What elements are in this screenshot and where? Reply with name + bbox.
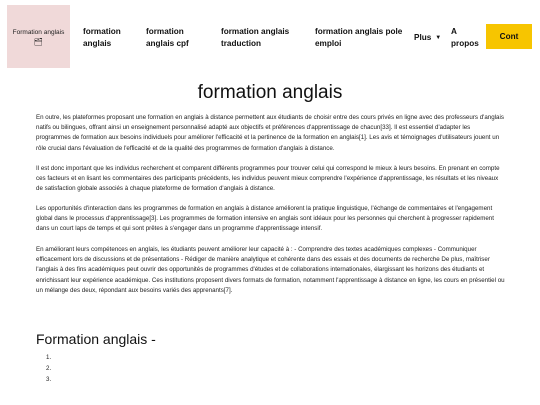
logo-badge-icon: 🗂 (34, 38, 43, 46)
nav-formation-anglais-traduction[interactable] (221, 26, 301, 50)
nav-label-line1: formation (83, 27, 121, 36)
nav-label-line2: anglais cpf (146, 39, 189, 48)
article-paragraph: En améliorant leurs compétences en anglais, les étudiants peuvent améliorer leur capacité à : - Comprendre des textes académiques complexes - Communiquer efficacement lors de discussions et de présentations - Rédiger de manière analytique et cohérente dans des essais et des documents de recherche De plus, maîtriser l'anglais à des fins académiques peut ouvrir des opportunités de programmes d'études et de collaborations internationales, élargissant les horizons des étudiants et enrichissant leur expérience académique. Ces institutions proposent divers formats de formation, notamment l'apprentissage à distance en ligne, les cours en présentiel ou un mélange des deux, répondant aux besoins variés des apprenants[7]. (36, 246, 505, 294)
nav-formation-anglais[interactable] (83, 26, 133, 50)
site-logo[interactable] (7, 5, 70, 68)
section-heading: Formation anglais - (36, 331, 156, 347)
site-header (0, 0, 540, 70)
nav-a-propos[interactable] (451, 26, 481, 50)
nav-plus-label: Plus (414, 33, 432, 42)
nav-label-line2: emploi (315, 39, 342, 48)
ordered-list (46, 352, 51, 385)
nav-formation-anglais-pole-emploi[interactable] (315, 26, 405, 50)
article-paragraph: Les opportunités d'interaction dans les programmes de formation en anglais à distance améliorent la pratique linguistique, l'échange de commentaires et l'engagement global dans le processus d'apprentissage[3]. Les programmes de formation intensive en anglais sont idéaux pour les personnes qui cherchent à progresser rapidement dans un court laps de temps et qui sont prêtes à s'engager dans un programme d'apprentissage intensif. (36, 205, 494, 233)
nav-label-line2: anglais (83, 39, 112, 48)
nav-label-line1: formation anglais (221, 27, 290, 36)
list-item: 3. (46, 376, 52, 383)
nav-label-line1: A (451, 27, 457, 36)
nav-plus-dropdown[interactable] (414, 32, 441, 44)
list-item: 1. (46, 354, 52, 361)
nav-label-line2: traduction (221, 39, 262, 48)
article-paragraph: En outre, les plateformes proposant une formation en anglais à distance permettent aux étudiants de choisir entre des cours privés en ligne avec des professeurs d'anglais natifs ou bilingues, offrant ainsi un enseignement personnalisé adapté aux objectifs et préférences d'apprentissage de chacun[33]. Il est essentiel d'adapter les programmes de formation aux besoins individuels pour améliorer l'efficacité et la pertinence de la formation en anglais[1]. Les avis et témoignages d'utilisateurs jouent un rôle crucial dans l'évaluation de l'efficacité et de la qualité des programmes de formation d'anglais à distance. (36, 114, 504, 152)
nav-formation-anglais-cpf[interactable] (146, 26, 206, 50)
contact-button[interactable]: Cont (486, 24, 532, 49)
nav-label-line2: propos (451, 39, 479, 48)
list-item: 2. (46, 365, 52, 372)
logo-text: Formation anglais (12, 28, 65, 36)
nav-label-line1: formation anglais pole (315, 27, 403, 36)
nav-label-line1: formation (146, 27, 184, 36)
article-paragraph: Il est donc important que les individus recherchent et comparent différents programmes pour trouver celui qui correspond le mieux à leurs besoins. En prenant en compte ces facteurs et en lisant les commentaires des participants précédents, les individus peuvent mieux comprendre l'expérience d'apprentissage, les résultats et les niveaux de satisfaction globale associés à chaque plateforme de formation d'anglais à distance. (36, 165, 500, 193)
page-title: formation anglais (197, 82, 343, 103)
chevron-down-icon: ▼ (435, 35, 442, 41)
